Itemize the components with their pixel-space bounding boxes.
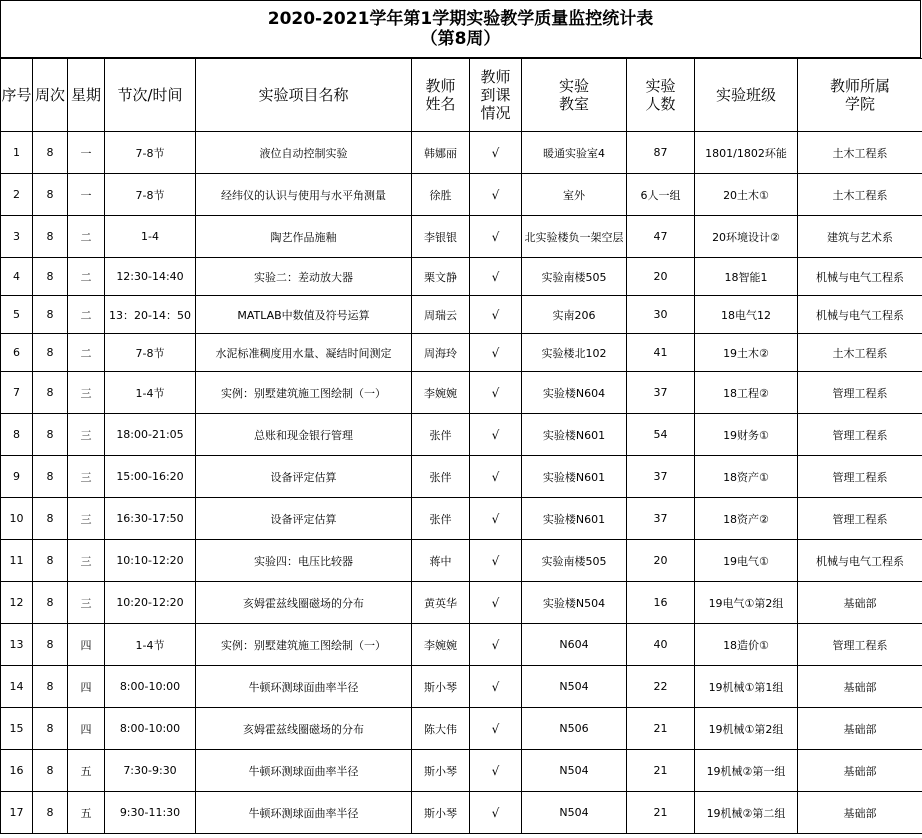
table-cell: 7-8节 bbox=[105, 334, 196, 372]
table-cell: 22 bbox=[627, 666, 695, 708]
table-cell: 三 bbox=[68, 540, 105, 582]
table-cell: 30 bbox=[627, 296, 695, 334]
table-cell: 8 bbox=[33, 708, 68, 750]
table-cell: 9:30-11:30 bbox=[105, 792, 196, 834]
table-cell: √ bbox=[470, 132, 522, 174]
table-cell: 韩娜丽 bbox=[412, 132, 470, 174]
table-cell: 管理工程系 bbox=[798, 624, 922, 666]
table-cell: √ bbox=[470, 708, 522, 750]
table-cell: √ bbox=[470, 258, 522, 296]
table-cell: 北实验楼负一架空层 bbox=[522, 216, 627, 258]
column-header bbox=[412, 59, 470, 132]
table-cell: 实验南楼505 bbox=[522, 540, 627, 582]
column-header-line: 实验班级 bbox=[715, 86, 776, 104]
table-cell: 10:20-12:20 bbox=[105, 582, 196, 624]
table-cell: 19财务① bbox=[695, 414, 798, 456]
column-header-line: 教室 bbox=[558, 95, 589, 113]
table-cell: 8 bbox=[33, 582, 68, 624]
table-cell: 张伴 bbox=[412, 414, 470, 456]
column-header bbox=[470, 59, 522, 132]
table-cell: N504 bbox=[522, 666, 627, 708]
table-cell: 40 bbox=[627, 624, 695, 666]
table-cell: 四 bbox=[68, 666, 105, 708]
table-cell: 1-4节 bbox=[105, 624, 196, 666]
table-cell: 15:00-16:20 bbox=[105, 456, 196, 498]
table-cell: √ bbox=[470, 334, 522, 372]
table-row bbox=[1, 216, 922, 258]
table-cell: 亥姆霍兹线圈磁场的分布 bbox=[196, 708, 412, 750]
table-cell: 18电气12 bbox=[695, 296, 798, 334]
table-cell: 三 bbox=[68, 582, 105, 624]
column-header-line: 学院 bbox=[844, 95, 875, 113]
table-cell: 41 bbox=[627, 334, 695, 372]
table-cell: √ bbox=[470, 216, 522, 258]
table-cell: √ bbox=[470, 174, 522, 216]
table-cell: 6 bbox=[1, 334, 33, 372]
table-cell: 经纬仪的认识与使用与水平角测量 bbox=[196, 174, 412, 216]
table-cell: MATLAB中数值及符号运算 bbox=[196, 296, 412, 334]
column-header-line: 情况 bbox=[480, 104, 511, 122]
table-row bbox=[1, 750, 922, 792]
table-cell: 总账和现金银行管理 bbox=[196, 414, 412, 456]
column-header-line: 人数 bbox=[645, 95, 676, 113]
table-row bbox=[1, 792, 922, 834]
table-cell: 一 bbox=[68, 132, 105, 174]
table-cell: 实验楼北102 bbox=[522, 334, 627, 372]
title-block bbox=[0, 0, 921, 58]
table-cell: 2 bbox=[1, 174, 33, 216]
table-cell: 管理工程系 bbox=[798, 414, 922, 456]
table-cell: 11 bbox=[1, 540, 33, 582]
table-row bbox=[1, 414, 922, 456]
table-cell: 牛顿环测球面曲率半径 bbox=[196, 666, 412, 708]
table-row bbox=[1, 258, 922, 296]
table-cell: 8 bbox=[33, 132, 68, 174]
table-cell: 实验楼N504 bbox=[522, 582, 627, 624]
table-cell: 13 bbox=[1, 624, 33, 666]
table-cell: √ bbox=[470, 666, 522, 708]
table-cell: 周海玲 bbox=[412, 334, 470, 372]
table-cell: 54 bbox=[627, 414, 695, 456]
table-cell: 19机械①第1组 bbox=[695, 666, 798, 708]
sheet-title: 2020-2021学年第1学期实验教学质量监控统计表 bbox=[267, 9, 654, 29]
table-cell: 实验南楼505 bbox=[522, 258, 627, 296]
table-cell: 8 bbox=[33, 498, 68, 540]
table-cell: 21 bbox=[627, 750, 695, 792]
table-cell: 8 bbox=[33, 540, 68, 582]
table-cell: √ bbox=[470, 414, 522, 456]
table-cell: 1-4 bbox=[105, 216, 196, 258]
table-cell: 20土木① bbox=[695, 174, 798, 216]
table-cell: 蒋中 bbox=[412, 540, 470, 582]
table-cell: 7-8节 bbox=[105, 132, 196, 174]
table-cell: 8 bbox=[33, 456, 68, 498]
column-header-line: 教师 bbox=[425, 77, 456, 95]
table-cell: 基础部 bbox=[798, 708, 922, 750]
table-cell: 二 bbox=[68, 258, 105, 296]
table-cell: 二 bbox=[68, 296, 105, 334]
column-header bbox=[105, 59, 196, 132]
column-header bbox=[68, 59, 105, 132]
table-cell: 实验四：电压比较器 bbox=[196, 540, 412, 582]
table-row bbox=[1, 540, 922, 582]
table-cell: 暖通实验室4 bbox=[522, 132, 627, 174]
table-cell: 13：20-14：50 bbox=[105, 296, 196, 334]
table-cell: 设备评定估算 bbox=[196, 456, 412, 498]
column-header bbox=[798, 59, 922, 132]
table-cell: √ bbox=[470, 372, 522, 414]
table-row bbox=[1, 624, 922, 666]
table-cell: 周瑞云 bbox=[412, 296, 470, 334]
table-cell: 7-8节 bbox=[105, 174, 196, 216]
table-cell: √ bbox=[470, 582, 522, 624]
column-header-line: 星期 bbox=[70, 86, 101, 104]
table-cell: 张伴 bbox=[412, 498, 470, 540]
table-cell: 18资产① bbox=[695, 456, 798, 498]
table-body bbox=[1, 132, 922, 834]
table-cell: 二 bbox=[68, 216, 105, 258]
table-cell: 斯小琴 bbox=[412, 666, 470, 708]
table-cell: 实验楼N601 bbox=[522, 456, 627, 498]
table-cell: 李银银 bbox=[412, 216, 470, 258]
column-header-line: 周次 bbox=[34, 86, 65, 104]
table-cell: 管理工程系 bbox=[798, 498, 922, 540]
table-cell: 12:30-14:40 bbox=[105, 258, 196, 296]
table-cell: √ bbox=[470, 498, 522, 540]
table-cell: 实例：别墅建筑施工图绘制（一） bbox=[196, 624, 412, 666]
column-header-line: 节次/时间 bbox=[117, 86, 183, 104]
table-cell: 徐胜 bbox=[412, 174, 470, 216]
table-cell: 12 bbox=[1, 582, 33, 624]
table-cell: 李婉婉 bbox=[412, 624, 470, 666]
column-header-line: 序号 bbox=[1, 86, 32, 104]
column-header-line: 实验 bbox=[645, 77, 676, 95]
column-header bbox=[627, 59, 695, 132]
table-cell: 8 bbox=[1, 414, 33, 456]
table-row bbox=[1, 456, 922, 498]
table-cell: 87 bbox=[627, 132, 695, 174]
table-cell: 8:00-10:00 bbox=[105, 708, 196, 750]
table-cell: 四 bbox=[68, 708, 105, 750]
table-cell: 机械与电气工程系 bbox=[798, 258, 922, 296]
table-cell: 实例：别墅建筑施工图绘制（一） bbox=[196, 372, 412, 414]
table-cell: 18智能1 bbox=[695, 258, 798, 296]
table-cell: 8 bbox=[33, 174, 68, 216]
table-cell: 18工程② bbox=[695, 372, 798, 414]
table-cell: 37 bbox=[627, 372, 695, 414]
table-cell: 8 bbox=[33, 216, 68, 258]
table-row bbox=[1, 174, 922, 216]
table-cell: 18造价① bbox=[695, 624, 798, 666]
column-header-line: 实验项目名称 bbox=[258, 86, 349, 104]
table-row bbox=[1, 132, 922, 174]
table-cell: 四 bbox=[68, 624, 105, 666]
table-cell: 五 bbox=[68, 750, 105, 792]
table-cell: 8 bbox=[33, 296, 68, 334]
table-cell: 16 bbox=[627, 582, 695, 624]
column-header bbox=[522, 59, 627, 132]
table-cell: 栗文静 bbox=[412, 258, 470, 296]
table-cell: 牛顿环测球面曲率半径 bbox=[196, 792, 412, 834]
table-cell: 五 bbox=[68, 792, 105, 834]
table-cell: √ bbox=[470, 540, 522, 582]
table-cell: 8 bbox=[33, 334, 68, 372]
table-cell: 8 bbox=[33, 258, 68, 296]
table-cell: 实验楼N601 bbox=[522, 498, 627, 540]
table-cell: 基础部 bbox=[798, 792, 922, 834]
table-row bbox=[1, 582, 922, 624]
table-cell: 陈大伟 bbox=[412, 708, 470, 750]
table-cell: 牛顿环测球面曲率半径 bbox=[196, 750, 412, 792]
table-cell: 基础部 bbox=[798, 582, 922, 624]
table-cell: 18:00-21:05 bbox=[105, 414, 196, 456]
table-cell: 20环境设计② bbox=[695, 216, 798, 258]
column-header-line: 教师 bbox=[480, 68, 511, 86]
table-cell: 设备评定估算 bbox=[196, 498, 412, 540]
column-header-line: 姓名 bbox=[425, 95, 456, 113]
table-cell: 47 bbox=[627, 216, 695, 258]
table-cell: 8 bbox=[33, 750, 68, 792]
table-cell: 37 bbox=[627, 456, 695, 498]
table-cell: 10 bbox=[1, 498, 33, 540]
table-cell: 三 bbox=[68, 498, 105, 540]
table-cell: 8 bbox=[33, 372, 68, 414]
table-cell: 19电气①第2组 bbox=[695, 582, 798, 624]
table-cell: 5 bbox=[1, 296, 33, 334]
table-cell: 1 bbox=[1, 132, 33, 174]
table-cell: 21 bbox=[627, 792, 695, 834]
table-cell: 20 bbox=[627, 258, 695, 296]
table-cell: 8 bbox=[33, 624, 68, 666]
table-cell: 基础部 bbox=[798, 750, 922, 792]
table-row bbox=[1, 296, 922, 334]
table-cell: 三 bbox=[68, 414, 105, 456]
table-row bbox=[1, 334, 922, 372]
table-cell: 黄英华 bbox=[412, 582, 470, 624]
table-cell: √ bbox=[470, 624, 522, 666]
table-cell: 6人一组 bbox=[627, 174, 695, 216]
table-cell: 10:10-12:20 bbox=[105, 540, 196, 582]
table-cell: 15 bbox=[1, 708, 33, 750]
table-cell: 17 bbox=[1, 792, 33, 834]
table-cell: 16:30-17:50 bbox=[105, 498, 196, 540]
table-cell: 一 bbox=[68, 174, 105, 216]
table-cell: 土木工程系 bbox=[798, 334, 922, 372]
table-cell: √ bbox=[470, 296, 522, 334]
table-cell: 李婉婉 bbox=[412, 372, 470, 414]
table-cell: 实南206 bbox=[522, 296, 627, 334]
table-cell: 机械与电气工程系 bbox=[798, 296, 922, 334]
table-cell: 三 bbox=[68, 372, 105, 414]
header-row bbox=[1, 59, 922, 132]
table-cell: 亥姆霍兹线圈磁场的分布 bbox=[196, 582, 412, 624]
table-cell: 三 bbox=[68, 456, 105, 498]
table-cell: 土木工程系 bbox=[798, 132, 922, 174]
table-row bbox=[1, 666, 922, 708]
column-header bbox=[1, 59, 33, 132]
table-cell: 19土木② bbox=[695, 334, 798, 372]
column-header bbox=[196, 59, 412, 132]
table-cell: N604 bbox=[522, 624, 627, 666]
column-header-line: 实验 bbox=[558, 77, 589, 95]
table-row bbox=[1, 498, 922, 540]
table-cell: 19机械②第一组 bbox=[695, 750, 798, 792]
experiment-table bbox=[0, 58, 922, 834]
table-cell: 8 bbox=[33, 414, 68, 456]
table-cell: 张伴 bbox=[412, 456, 470, 498]
table-cell: 实验楼N601 bbox=[522, 414, 627, 456]
table-cell: 3 bbox=[1, 216, 33, 258]
table-cell: 4 bbox=[1, 258, 33, 296]
table-cell: 1801/1802环能 bbox=[695, 132, 798, 174]
column-header-line: 教师所属 bbox=[829, 77, 890, 95]
column-header bbox=[33, 59, 68, 132]
table-cell: 实验二：差动放大器 bbox=[196, 258, 412, 296]
table-cell: 斯小琴 bbox=[412, 750, 470, 792]
table-row bbox=[1, 708, 922, 750]
table-cell: 斯小琴 bbox=[412, 792, 470, 834]
table-cell: 液位自动控制实验 bbox=[196, 132, 412, 174]
table-cell: 室外 bbox=[522, 174, 627, 216]
table-cell: 9 bbox=[1, 456, 33, 498]
table-cell: 二 bbox=[68, 334, 105, 372]
table-cell: 37 bbox=[627, 498, 695, 540]
table-cell: 8 bbox=[33, 792, 68, 834]
table-cell: 8 bbox=[33, 666, 68, 708]
table-cell: 土木工程系 bbox=[798, 174, 922, 216]
table-cell: 1-4节 bbox=[105, 372, 196, 414]
table-row bbox=[1, 372, 922, 414]
table-cell: 管理工程系 bbox=[798, 372, 922, 414]
table-cell: 20 bbox=[627, 540, 695, 582]
table-cell: 21 bbox=[627, 708, 695, 750]
table-cell: 水泥标准稠度用水量、凝结时间测定 bbox=[196, 334, 412, 372]
table-cell: 19电气① bbox=[695, 540, 798, 582]
table-cell: 19机械②第二组 bbox=[695, 792, 798, 834]
table-cell: N504 bbox=[522, 792, 627, 834]
table-cell: √ bbox=[470, 792, 522, 834]
table-cell: √ bbox=[470, 456, 522, 498]
table-cell: 19机械①第2组 bbox=[695, 708, 798, 750]
sheet-subtitle: （第8周） bbox=[420, 29, 501, 49]
table-cell: 18资产② bbox=[695, 498, 798, 540]
table-cell: 实验楼N604 bbox=[522, 372, 627, 414]
table-cell: 机械与电气工程系 bbox=[798, 540, 922, 582]
table-cell: 管理工程系 bbox=[798, 456, 922, 498]
column-header bbox=[695, 59, 798, 132]
table-cell: 7 bbox=[1, 372, 33, 414]
table-cell: N504 bbox=[522, 750, 627, 792]
table-cell: √ bbox=[470, 750, 522, 792]
table-cell: 7:30-9:30 bbox=[105, 750, 196, 792]
table-cell: N506 bbox=[522, 708, 627, 750]
column-header-line: 到课 bbox=[480, 86, 511, 104]
table-cell: 14 bbox=[1, 666, 33, 708]
table-cell: 16 bbox=[1, 750, 33, 792]
table-cell: 基础部 bbox=[798, 666, 922, 708]
table-cell: 建筑与艺术系 bbox=[798, 216, 922, 258]
table-cell: 陶艺作品施釉 bbox=[196, 216, 412, 258]
table-cell: 8:00-10:00 bbox=[105, 666, 196, 708]
